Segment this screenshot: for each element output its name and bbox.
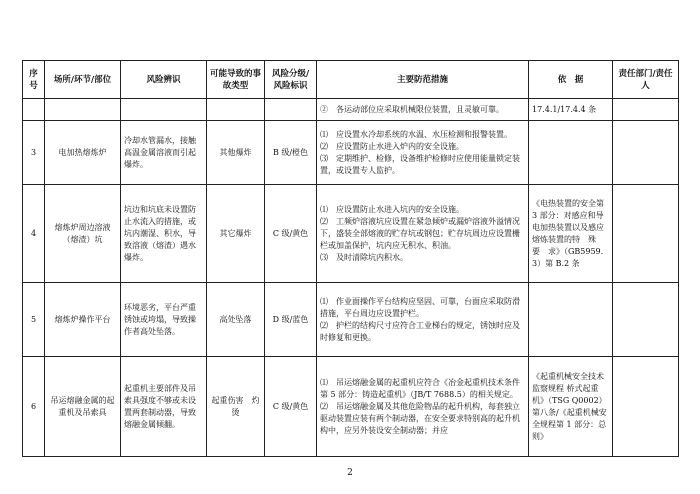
table-row <box>23 99 679 121</box>
cell-level <box>265 99 317 121</box>
header-level: 风险分级/风险标识 <box>265 61 317 99</box>
measure-item: ⑴ 应设置防止水进入坑内的安全设施。 <box>320 204 464 214</box>
cell-basis: 17.4.1/17.4.4 条 <box>529 99 613 121</box>
measure-item: ② 各运动部位应采取机械限位装置，且灵敏可靠。 <box>320 104 504 114</box>
measure-item: ⑴ 应设置水冷却系统的水温、水压检测和报警装置。 <box>320 129 512 139</box>
header-no: 序号 <box>23 61 45 99</box>
table-row <box>23 283 679 357</box>
measure-item: ⑵ 护栏的结构尺寸应符合工业梯台的规定，锈蚀时应及时修复和更换。 <box>320 320 520 342</box>
cell-owner <box>613 357 679 457</box>
header-accident: 可能导致的事故类型 <box>207 61 265 99</box>
cell-risk <box>121 99 207 121</box>
cell-basis: 《电热装置的安全第 3 部分：对感应和导电加热装置以及感应熔炼装置的特 殊 要 求》（GB5959.3）第 B.2 条 <box>529 185 613 283</box>
measure-item: ⑴ 吊运熔融金属的起重机应符合《冶金起重机技术条件第 5 部分：铸造起重机》（JB/T 7688.5）的相关规定。 <box>320 377 520 399</box>
cell-basis <box>529 283 613 357</box>
table-row <box>23 357 679 457</box>
cell-place: 熔炼炉周边溶液（熔渣）坑 <box>45 185 121 283</box>
table-row <box>23 185 679 283</box>
header-owner: 责任部门/责任人 <box>613 61 679 99</box>
cell-owner <box>613 99 679 121</box>
cell-measures <box>317 99 529 121</box>
measure-item: ⑴ 作业面操作平台结构应坚固、可靠，台面应采取防滑措施，平台周边应设置护栏。 <box>320 296 520 318</box>
cell-place: 吊运熔融金属的起重机及吊索具 <box>45 357 121 457</box>
cell-measures <box>317 121 529 185</box>
cell-basis <box>529 121 613 185</box>
header-risk: 风险辨识 <box>121 61 207 99</box>
table-row <box>23 121 679 185</box>
measure-item: ⑵ 应设置防止水进入炉内的安全设施。 <box>320 141 464 151</box>
measure-item: ⑶ 及时清除坑内积水。 <box>320 252 408 262</box>
cell-risk: 坑边和坑底未设置防止水流入的措施，或坑内潮湿、积水，导致溶液（熔渣）遇水爆炸。 <box>121 185 207 283</box>
cell-level: C 级/黄色 <box>265 185 317 283</box>
cell-risk: 环境恶劣，平台严重锈蚀或垮塌，导致操作者高处坠落。 <box>121 283 207 357</box>
cell-basis: 《起重机械安全技术监察规程 桥式起重机》（TSG Q0002）第八条/《起重机械安全规程第 1 部分：总则》 <box>529 357 613 457</box>
cell-level: D 级/蓝色 <box>265 283 317 357</box>
measure-item: ⑶ 定期维护、检修，设备维护检修时应使用能量锁定装置，或设置专人监护。 <box>320 153 520 175</box>
cell-place <box>45 99 121 121</box>
header-place: 场所/环节/部位 <box>45 61 121 99</box>
cell-no: 6 <box>23 357 45 457</box>
cell-risk: 冷却水管漏水，接触高温金属溶液而引起爆炸。 <box>121 121 207 185</box>
cell-level: B 级/橙色 <box>265 121 317 185</box>
cell-accident: 高处坠落 <box>207 283 265 357</box>
cell-owner <box>613 185 679 283</box>
header-basis: 依 据 <box>529 61 613 99</box>
cell-no <box>23 99 45 121</box>
cell-measures <box>317 185 529 283</box>
cell-no: 4 <box>23 185 45 283</box>
measure-item: ⑵ 吊运熔融金属及其他危险物品的起升机构，每套独立驱动装置应装有两个制动器，在安全要求特别高的起升机构中，应另外装设安全制动器；并应 <box>320 401 520 435</box>
cell-measures <box>317 357 529 457</box>
cell-accident <box>207 99 265 121</box>
cell-owner <box>613 121 679 185</box>
cell-no: 3 <box>23 121 45 185</box>
risk-table <box>22 60 679 457</box>
cell-place: 熔炼炉操作平台 <box>45 283 121 357</box>
cell-accident: 起重伤害 灼 烫 <box>207 357 265 457</box>
cell-accident: 其他爆炸 <box>207 121 265 185</box>
cell-level: C 级/黄色 <box>265 357 317 457</box>
cell-risk: 起重机主要部件及吊索具强度不够或未设置两套制动器，导致熔融金属倾翻。 <box>121 357 207 457</box>
page-number: 2 <box>347 468 353 478</box>
cell-owner <box>613 283 679 357</box>
header-measures: 主要防范措施 <box>317 61 529 99</box>
cell-place: 电加热熔炼炉 <box>45 121 121 185</box>
table-header-row <box>23 61 679 99</box>
measure-item: ⑵ 工频炉溶液坑应设置在紧急倾炉或漏炉溶液外溢情况下，盛装全部熔液的贮存坑或钢包；贮存坑周边应设置栅栏或加盖保护，坑内应无积水、积油。 <box>320 216 520 250</box>
cell-accident: 其它爆炸 <box>207 185 265 283</box>
cell-no: 5 <box>23 283 45 357</box>
cell-measures <box>317 283 529 357</box>
